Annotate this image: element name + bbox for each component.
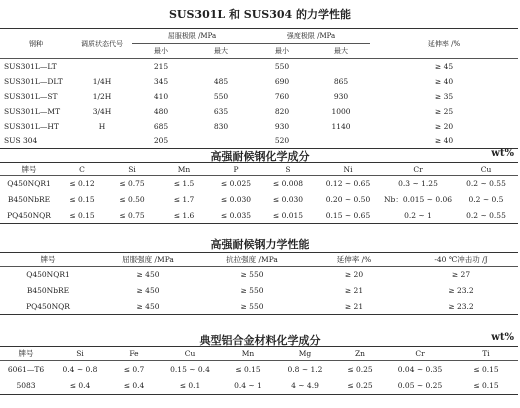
table3-cell: ≥ 21 [344,301,364,311]
table4-cell: 0.05 ~ 0.25 [397,381,443,391]
table4-header-cell: Mn [241,349,255,358]
t1-cell: 635 [213,106,229,116]
t1-header-elong: 延伸率 /% [427,39,461,48]
table4-title: 典型铝合金材料化学成分 [199,334,321,347]
table4-cell: ≤ 0.15 [235,364,261,374]
table4-cell: 0.15 ~ 0.4 [170,364,210,374]
t1-cell: 520 [274,136,290,146]
table4-cell: ≤ 0.25 [347,381,373,391]
table2-cell: 0.15 ~ 0.65 [325,210,371,220]
table1 [0,28,518,149]
t1-cell: 410 [153,91,169,101]
t1-header-grade: 钢种 [29,39,43,48]
table3-header-cell: -40 ℃冲击功 /J [434,255,488,264]
t1-cell: ≥ 20 [434,121,454,131]
table4-header-cell: Si [76,349,84,358]
t1-cell: H [98,121,106,131]
table2-cell: ≤ 1.5 [173,179,195,189]
t1-cell: 1/2H [92,91,112,101]
table-row [0,176,518,192]
table4-header-cell: Cu [184,349,196,358]
t1-cell: 1/4H [92,76,112,86]
table2-cell: 0.2 ~ 1 [404,210,432,220]
table2-header-cell: Si [128,164,136,174]
table4-header-cell: Cr [415,349,425,358]
table4-cell: ≤ 0.4 [69,381,91,391]
table2-cell: ≤ 0.15 [69,210,95,220]
table3-cell: ≥ 550 [240,301,264,311]
table-row [0,283,518,299]
table-row [0,267,518,283]
t1-cell [72,59,132,74]
table3-cell: ≥ 550 [240,286,264,295]
t1-cell: 1000 [331,106,351,116]
table4-header-cell: Mg [298,349,312,358]
table2-cell: ≤ 0.025 [220,179,252,189]
table3-cell: ≥ 27 [451,270,471,280]
t1-cell: ≥ 40 [434,136,454,146]
table4-header-cell: 牌号 [18,349,34,358]
t1-cell: ≥ 40 [434,76,454,86]
t1-cell: 550 [274,61,290,71]
table3-cell: ≥ 23.2 [448,286,474,295]
t1-header-yield-max: 最大 [214,47,228,55]
table4-cell: 0.4 ~ 1 [234,381,262,391]
t1-cell [72,134,132,149]
t1-cell: 690 [274,76,290,86]
table2-cell: ≤ 0.75 [119,179,145,189]
table4-cell: ≤ 0.25 [347,364,373,374]
table2-header-cell: Mn [177,164,191,174]
t1-cell: SUS301L—DLT [4,76,63,86]
table-row [0,134,518,149]
table4-cell: ≤ 0.15 [473,381,499,391]
table3-header-cell: 牌号 [40,255,56,264]
t1-cell: SUS 304 [4,136,38,146]
table-row [0,378,518,395]
t1-cell: 205 [153,136,169,146]
table-row [0,74,518,89]
table3-cell: ≥ 450 [136,286,160,295]
table2-cell: ≤ 0.12 [69,179,95,189]
t1-cell: 865 [333,76,349,86]
table2-cell: ≤ 0.030 [220,195,252,204]
table2-cell: ≤ 0.15 [69,195,95,204]
table2-header-cell: P [233,164,239,174]
table2-header-cell: Cr [413,164,423,174]
table2-cell: 0.2 ~ 0.55 [466,179,506,189]
table4-cell: 0.04 ~ 0.35 [397,364,443,374]
t1-cell: 760 [274,91,290,101]
table2-cell: ≤ 0.030 [272,195,304,204]
table2-cell: Q450NQR1 [7,179,51,189]
table2-header-cell: S [285,164,291,174]
t1-cell: ≥ 45 [434,61,454,71]
table2-cell: ≤ 0.008 [272,179,304,189]
table2-cell: 0.20 ~ 0.50 [325,195,371,204]
table3-cell: ≥ 23.2 [448,301,474,311]
t1-cell: SUS301L—ST [4,91,58,101]
table4-cell: 0.8 ~ 1.2 [287,364,323,374]
table2-header-cell: Cu [480,164,492,174]
table-row [0,192,518,208]
t1-cell: ≥ 25 [434,106,454,116]
t1-cell: SUS301L—MT [4,106,61,116]
t1-cell: 3/4H [92,106,112,116]
table4 [0,346,518,395]
table4-unit: wt% [491,332,514,343]
table3-cell: Q450NQR1 [26,270,70,280]
table2-cell: 0.2 ~ 0.55 [466,210,506,220]
t1-header-yield: 屈服极限 /MPa [132,29,252,44]
table3 [0,252,518,315]
table2-header-cell: 牌号 [21,164,37,174]
t1-cell [312,59,370,74]
table3-cell: ≥ 21 [344,286,364,295]
table-row [0,361,518,378]
table3-cell: PQ450NQR [26,301,70,311]
t1-cell [190,134,252,149]
t1-cell: 480 [153,106,169,116]
table-row [0,208,518,224]
table2-header-cell: Ni [343,164,353,174]
t1-cell: 930 [274,121,290,131]
table1-title: SUS301L 和 SUS304 的力学性能 [168,8,352,21]
table2-cell: ≤ 1.7 [173,195,195,204]
t1-cell: SUS301L—LT [4,61,57,71]
t1-cell: ≥ 35 [434,91,454,101]
table3-cell: ≥ 450 [136,270,160,280]
table4-header-cell: Zn [354,349,366,358]
table4-cell: 4 ~ 4.9 [291,381,319,391]
table4-cell: 6061—T6 [7,364,45,374]
table2-unit: wt% [491,148,514,159]
table3-header-cell: 延伸率 /% [336,255,372,264]
table3-cell: ≥ 20 [344,270,364,280]
table2 [0,162,518,224]
t1-cell: 345 [153,76,169,86]
t1-cell [312,134,370,149]
table4-header-cell: Ti [482,349,490,358]
t1-cell: 1140 [331,121,351,131]
table2-cell: B450NbRE [7,195,51,204]
table2-cell: 0.12 ~ 0.65 [325,179,371,189]
table-row [0,119,518,134]
t1-header-yield-min: 最小 [154,47,168,55]
t1-cell: 820 [274,106,290,116]
table4-header-cell: Fe [129,349,139,358]
t1-header-temper: 调质状态代号 [81,39,123,48]
table2-cell: ≤ 0.035 [220,210,252,220]
t1-header-tensile-min: 最小 [275,47,290,55]
table-row [0,59,518,74]
table4-cell: ≤ 0.7 [123,364,145,374]
table4-cell: ≤ 0.4 [123,381,145,391]
table3-header-cell: 抗拉强度 /MPa [226,255,278,264]
table2-cell: ≤ 0.50 [119,195,145,204]
table3-cell: ≥ 450 [136,301,160,311]
table3-title: 高强耐候钢力学性能 [210,238,310,251]
t1-cell: 550 [213,91,229,101]
table2-cell: Nb：0.015 ~ 0.06 [383,195,453,204]
table3-cell: ≥ 550 [240,270,264,280]
t1-cell: 215 [153,61,169,71]
t1-header-tensile: 强度极限 /MPa [252,29,370,44]
table4-cell: 0.4 ~ 0.8 [62,364,98,374]
table4-cell: ≤ 0.15 [473,364,499,374]
t1-cell: 485 [213,76,229,86]
table-row [0,299,518,315]
table2-header-cell: C [79,164,85,174]
table4-cell: ≤ 0.1 [179,381,201,391]
table2-cell: ≤ 0.75 [119,210,145,220]
t1-cell: 685 [153,121,169,131]
t1-cell: 830 [213,121,229,131]
table2-cell: PQ450NQR [7,210,51,220]
table-row [0,104,518,119]
t1-cell [190,59,252,74]
t1-header-tensile-max: 最大 [334,47,349,55]
table2-cell: ≤ 1.6 [173,210,195,220]
table4-cell: 5083 [16,381,36,391]
table2-cell: ≤ 0.015 [272,210,304,220]
table-row [0,89,518,104]
table3-cell: B450NbRE [26,286,70,295]
table3-header-cell: 屈服强度 /MPa [122,255,174,264]
table2-title: 高强耐候钢化学成分 [210,150,310,163]
table2-cell: 0.3 ~ 1.25 [398,179,438,189]
table2-cell: 0.2 ~ 0.5 [468,195,504,204]
t1-cell: SUS301L—HT [4,121,59,131]
t1-cell: 930 [333,91,349,101]
